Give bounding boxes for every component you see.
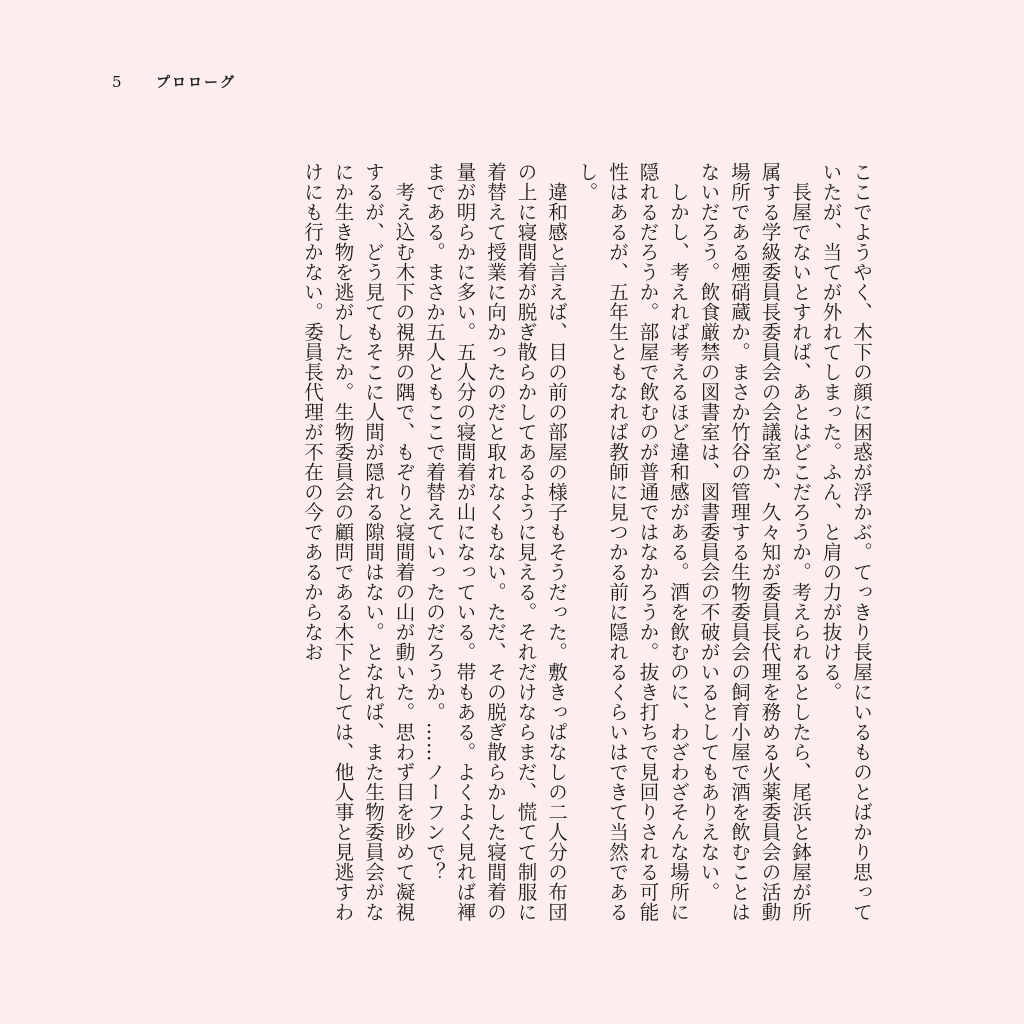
paragraph-2: 長屋でないとすれば、あとはどこだろうか。考えられるとしたら、尾浜と鉢屋が所属する学級委員長委員会の会議室か、久々知が委員長代理を務める火薬委員会の活動場所である煙硝蔵か。まさか竹谷の管理する生物委員会の飼育小屋で酒を飲むことはないだろう。飲食厳禁の図書室は、図書委員会の不破がいるとしてもありえない。 [697, 162, 812, 922]
page-number: 5 [112, 73, 123, 91]
vertical-body-text [96, 162, 876, 922]
running-head [112, 70, 236, 94]
chapter-title: プロローグ [156, 75, 236, 91]
paragraph-4: 違和感と言えば、目の前の部屋の様子もそうだった。敷きっぱなしの二人分の布団の上に寝間着が脱ぎ散らかしてあるように見える。それだけならまだ、慌てて制服に着替えて授業に向かったのだと取れなくもない。ただ、その脱ぎ散らかした寝間着の量が明らかに多い。五人分の寝間着が山になっている。帯もある。よくよく見れば褌まである。まさか五人ともここで着替えていったのだろうか。……ノーフンで？ [423, 162, 568, 922]
paragraph-3: しかし、考えれば考えるほど違和感がある。酒を飲むのに、わざわざそんな場所に隠れるだろうか。部屋で飲むのが普通ではなかろうか。抜き打ちで見回りされる可能性はあるが、五年生ともなれば教師に見つかる前に隠れるくらいはできて当然であるし。 [575, 162, 690, 922]
paragraph-5: 考え込む木下の視界の隅で、もぞりと寝間着の山が動いた。思わず目を眇めて凝視するが、どう見てもそこに人間が隠れる隙間はない。となれば、また生物委員会がなにか生き物を逃がしたか。生物委員会の顧問である木下としては、他人事と見逃すわけにも行かない。委員長代理が不在の今であるからなお [301, 162, 416, 922]
paragraph-1: ここでようやく、木下の顔に困惑が浮かぶ。てっきり長屋にいるものとばかり思っていたが、当てが外れてしまった。ふん、と肩の力が抜ける。 [819, 162, 873, 922]
